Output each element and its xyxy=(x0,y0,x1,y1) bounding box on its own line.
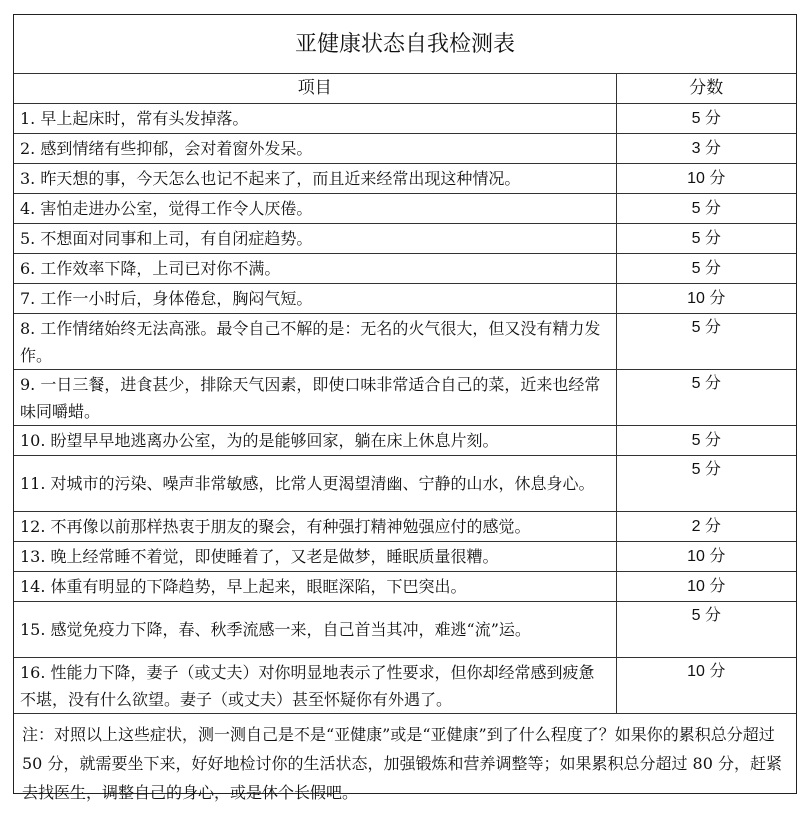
checklist-sheet xyxy=(13,14,797,794)
row-item: 7. 工作一小时后，身体倦怠，胸闷气短。 xyxy=(14,284,616,314)
table-row xyxy=(14,512,796,542)
table-row xyxy=(14,370,796,426)
table-row xyxy=(14,254,796,284)
table-row xyxy=(14,224,796,254)
table-row xyxy=(14,542,796,572)
table-row xyxy=(14,602,796,658)
title-row xyxy=(14,15,796,74)
row-item: 11. 对城市的污染、噪声非常敏感，比常人更渴望清幽、宁静的山水，休息身心。 xyxy=(14,456,616,512)
table-row xyxy=(14,314,796,370)
row-item: 2. 感到情绪有些抑郁，会对着窗外发呆。 xyxy=(14,134,616,164)
row-item: 10. 盼望早早地逃离办公室，为的是能够回家，躺在床上休息片刻。 xyxy=(14,426,616,456)
row-score: 5 分 xyxy=(616,224,796,254)
header-score: 分数 xyxy=(616,74,796,104)
row-item: 3. 昨天想的事，今天怎么也记不起来了，而且近来经常出现这种情况。 xyxy=(14,164,616,194)
table-row xyxy=(14,194,796,224)
row-item: 4. 害怕走进办公室，觉得工作令人厌倦。 xyxy=(14,194,616,224)
row-score: 5 分 xyxy=(616,426,796,456)
row-score: 10 分 xyxy=(616,542,796,572)
row-item: 6. 工作效率下降，上司已对你不满。 xyxy=(14,254,616,284)
table-row xyxy=(14,426,796,456)
row-score: 5 分 xyxy=(616,104,796,134)
row-score: 10 分 xyxy=(616,164,796,194)
row-item: 1. 早上起床时，常有头发掉落。 xyxy=(14,104,616,134)
checklist-table xyxy=(14,15,796,813)
row-item: 14. 体重有明显的下降趋势，早上起来，眼眶深陷，下巴突出。 xyxy=(14,572,616,602)
header-item: 项目 xyxy=(14,74,616,104)
row-item: 5. 不想面对同事和上司，有自闭症趋势。 xyxy=(14,224,616,254)
table-row xyxy=(14,456,796,512)
row-item: 13. 晚上经常睡不着觉，即使睡着了，又老是做梦，睡眠质量很糟。 xyxy=(14,542,616,572)
table-row xyxy=(14,658,796,714)
row-score: 10 分 xyxy=(616,572,796,602)
row-score: 5 分 xyxy=(616,456,796,512)
row-item: 15. 感觉免疫力下降，春、秋季流感一来，自己首当其冲，难逃“流”运。 xyxy=(14,602,616,658)
row-score: 10 分 xyxy=(616,658,796,714)
row-item: 9. 一日三餐，进食甚少，排除天气因素，即使口味非常适合自己的菜，近来也经常味同嚼蜡。 xyxy=(14,370,616,426)
row-score: 10 分 xyxy=(616,284,796,314)
row-score: 5 分 xyxy=(616,314,796,370)
table-row xyxy=(14,134,796,164)
row-item: 16. 性能力下降，妻子（或丈夫）对你明显地表示了性要求，但你却经常感到疲惫不堪，没有什么欲望。妻子（或丈夫）甚至怀疑你有外遇了。 xyxy=(14,658,616,714)
table-row xyxy=(14,284,796,314)
row-score: 2 分 xyxy=(616,512,796,542)
row-score: 5 分 xyxy=(616,194,796,224)
table-row xyxy=(14,164,796,194)
row-score: 5 分 xyxy=(616,370,796,426)
table-row xyxy=(14,572,796,602)
row-score: 3 分 xyxy=(616,134,796,164)
note-row xyxy=(14,714,796,813)
row-item: 12. 不再像以前那样热衷于朋友的聚会，有种强打精神勉强应付的感觉。 xyxy=(14,512,616,542)
header-row xyxy=(14,74,796,104)
table-row xyxy=(14,104,796,134)
row-score: 5 分 xyxy=(616,254,796,284)
footnote: 注：对照以上这些症状，测一测自己是不是“亚健康”或是“亚健康”到了什么程度了？如果你的累积总分超过 50 分，就需要坐下来，好好地检讨你的生活状态，加强锻炼和营养调整等；如果累积总分超过 80 分，赶紧去找医生，调整自己的身心，或是休个长假吧。 xyxy=(14,714,796,813)
table-title: 亚健康状态自我检测表 xyxy=(14,15,796,74)
row-item: 8. 工作情绪始终无法高涨。最令自己不解的是：无名的火气很大，但又没有精力发作。 xyxy=(14,314,616,370)
row-score: 5 分 xyxy=(616,602,796,658)
